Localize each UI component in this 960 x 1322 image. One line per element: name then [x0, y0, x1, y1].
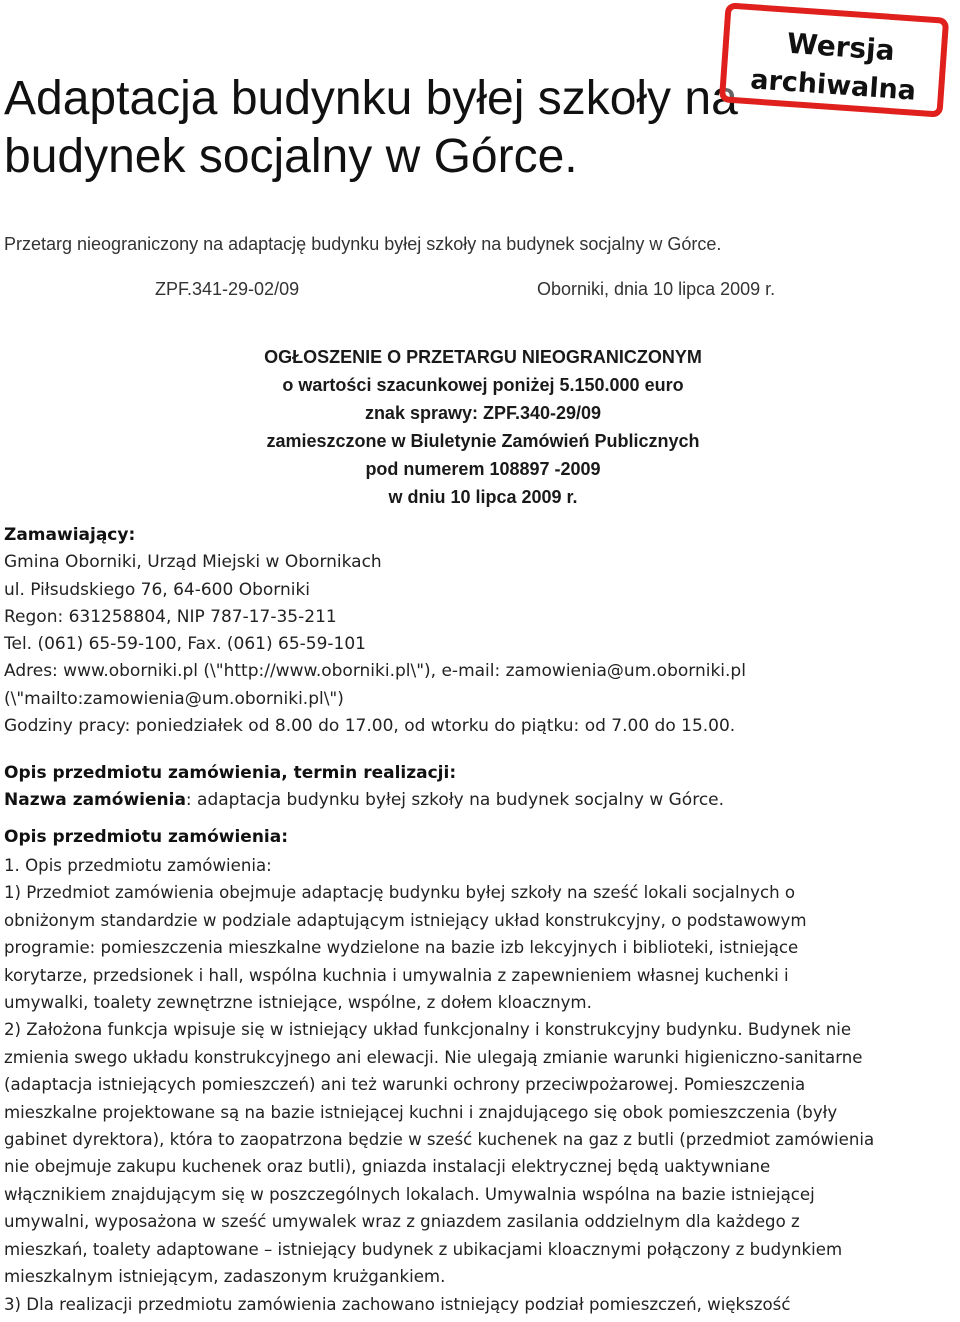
description-line: włącznikiem znajdującym się w poszczególnych lokalach. Umywalnia wspólna na bazie istniejącej — [4, 1184, 815, 1204]
page-title-line-1: Adaptacja budynku byłej szkoły na — [4, 72, 738, 125]
order-name-label: Nazwa zamówienia — [4, 790, 186, 811]
order-section — [4, 760, 959, 815]
description-line: mieszkalne projektowane są na bazie istniejącej kuchni i znajdującego się obok pomieszczenia (były — [4, 1102, 838, 1122]
contractor-mailto: (\"mailto:zamowienia@um.oborniki.pl\") — [4, 688, 344, 709]
tender-notice-heading — [0, 343, 960, 511]
page-title — [4, 70, 794, 186]
archive-stamp — [719, 2, 949, 117]
description-line: 1) Przedmiot zamówienia obejmuje adaptację budynku byłej szkoły na sześć lokali socjalnych o — [4, 883, 796, 903]
tender-subtitle: Przetarg nieograniczony na adaptację budynku byłej szkoły na budynek socjalny w Górce. — [4, 234, 722, 254]
notice-line-5: pod numerem 108897 -2009 — [365, 459, 601, 479]
contractor-phone-fax: Tel. (061) 65-59-100, Fax. (061) 65-59-101 — [4, 634, 366, 655]
description-line: obniżonym standardzie w podziale adaptującym istniejący układ konstrukcyjny, o podstawowym — [4, 910, 807, 930]
notice-line-1: OGŁOSZENIE O PRZETARGU NIEOGRANICZONYM — [264, 347, 702, 367]
description-line: umywalki, toalety zewnętrzne istniejące, wspólne, z dołem kloacznym. — [4, 993, 592, 1013]
description-line: 2) Założona funkcja wpisuje się w istniejący układ funkcjonalny i konstrukcyjny budynku. Budynek nie — [4, 1020, 852, 1040]
description-line: mieszkań, toalety adaptowane – istniejący budynek z ubikacjami kloacznymi połączony z budynkiem — [4, 1239, 843, 1259]
contractor-heading: Zamawiający: — [4, 525, 136, 545]
archive-stamp-line-2: archiwalna — [749, 64, 917, 107]
order-name-value: : adaptacja budynku byłej szkoły na budynek socjalny w Górce. — [185, 790, 725, 811]
archive-stamp-line-1: Wersja — [785, 26, 896, 68]
contractor-section — [4, 522, 959, 740]
order-name-row — [4, 787, 959, 814]
description-line: programie: pomieszczenia mieszkalne wydzielone na bazie izb lekcyjnych i biblioteki, istniejące — [4, 938, 799, 958]
notice-line-6: w dniu 10 lipca 2009 r. — [388, 487, 578, 507]
contractor-regon-nip: Regon: 631258804, NIP 787-17-35-211 — [4, 606, 337, 627]
description-line: mieszkalnym istniejącym, zadaszonym krużgankiem. — [4, 1267, 446, 1287]
notice-line-4: zamieszczone w Biuletynie Zamówień Publicznych — [266, 431, 700, 451]
place-and-date: Oborniki, dnia 10 lipca 2009 r. — [537, 279, 776, 299]
contractor-address: ul. Piłsudskiego 76, 64-600 Oborniki — [4, 579, 311, 600]
description-line: nie obejmuje zakupu kuchenek oraz butli), gniazda instalacji elektrycznej będą uaktywniane — [4, 1157, 771, 1177]
description-line: korytarze, przedsionek i hall, wspólna kuchnia i umywalnia z zapewnieniem własnej kuchenki i — [4, 965, 789, 985]
description-line: gabinet dyrektora), która to zaopatrzona będzie w sześć kuchenek na gaz z butli (przedmiot zamówienia — [4, 1130, 875, 1150]
contractor-name: Gmina Oborniki, Urząd Miejski w Obornikach — [4, 552, 382, 573]
description-heading: Opis przedmiotu zamówienia: — [4, 827, 289, 847]
description-line: umywalni, wyposażona w sześć umywalek wraz z gniazdem zasilania oddzielnym dla każdego z — [4, 1212, 800, 1232]
description-heading-block — [4, 824, 959, 851]
page-title-line-2: budynek socjalny w Górce. — [4, 130, 578, 183]
reference-number: ZPF.341-29-02/09 — [155, 279, 300, 299]
order-heading: Opis przedmiotu zamówienia, termin realizacji: — [4, 763, 457, 783]
description-line: 3) Dla realizacji przedmiotu zamówienia zachowano istniejący podział pomieszczeń, większość — [4, 1294, 791, 1314]
notice-line-3: znak sprawy: ZPF.340-29/09 — [364, 403, 602, 423]
description-body — [4, 852, 960, 1318]
description-line: 1. Opis przedmiotu zamówienia: — [4, 856, 272, 875]
contractor-hours: Godziny pracy: poniedziałek od 8.00 do 17.00, od wtorku do piątku: od 7.00 do 15.00. — [4, 716, 736, 737]
description-line: (adaptacja istniejących pomieszczeń) ani też warunki ochrony przeciwpożarowej. Pomieszczenia — [4, 1075, 806, 1095]
description-line: zmienia swego układu konstrukcyjnego ani elewacji. Nie ulegają zmianie warunki higieniczno-sanitarne — [4, 1047, 863, 1067]
contractor-web-email: Adres: www.oborniki.pl (\"http://www.oborniki.pl\"), e-mail: zamowienia@um.oborniki.pl — [4, 661, 746, 682]
notice-line-2: o wartości szacunkowej poniżej 5.150.000 euro — [282, 375, 684, 395]
